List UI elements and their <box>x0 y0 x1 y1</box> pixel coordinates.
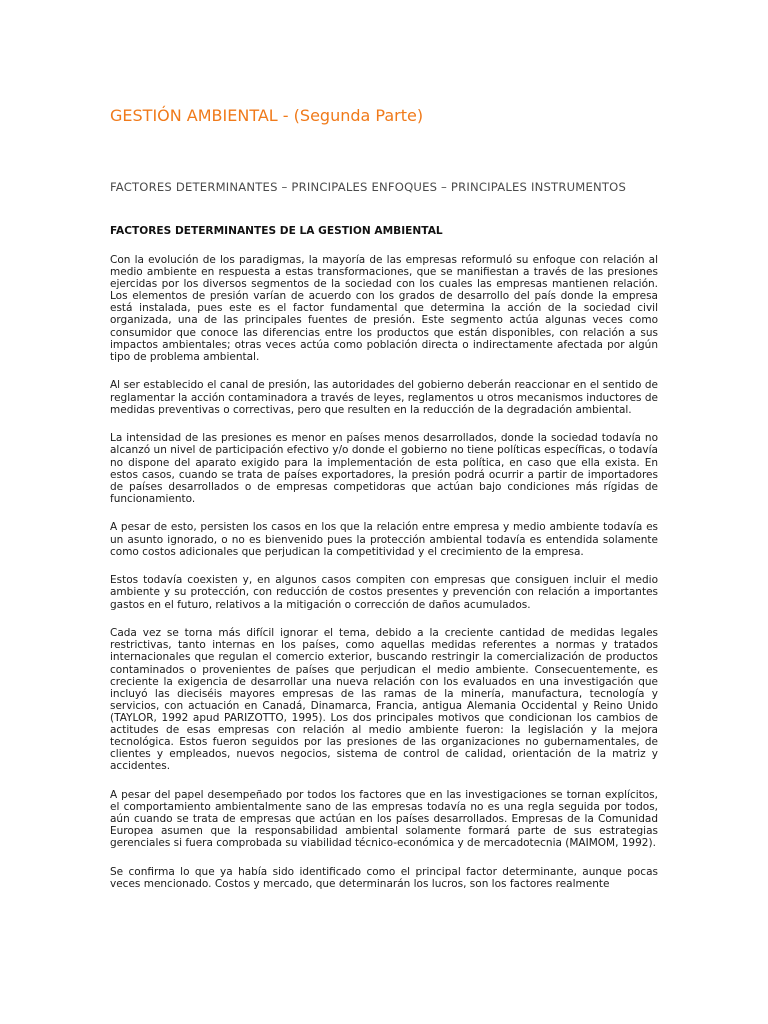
body-text <box>110 254 658 907</box>
paragraph-3: La intensidad de las presiones es menor en países menos desarrollados, donde la sociedad todavía no alcanzó un nivel de participación efectivo y/o donde el gobierno no tiene políticas específicas, o todavía no dispone del aparato exigido para la implementación de esta política, en caso que ella exista. En estos casos, cuando se trata de países exportadores, la presión podrá ocurrir a partir de importadores de países desarrollados o de empresas competidoras que actúan bajo condiciones más rígidas de funcionamiento. <box>110 432 658 505</box>
paragraph-6: Cada vez se torna más difícil ignorar el tema, debido a la creciente cantidad de medidas legales restrictivas, tanto internas en los países, como aquellas medidas referentes a normas y tratados internacionales que regulan el comercio exterior, buscando restringir la comercialización de productos contaminados o provenientes de países que perjudican el medio ambiente. Consecuentemente, es creciente la exigencia de desarrollar una nueva relación con los evaluados en una investigación que incluyó las dieciséis mayores empresas de las ramas de la minería, manufactura, tecnología y servicios, con actuación en Canadá, Dinamarca, Francia, antigua Alemania Occidental y Reino Unido (TAYLOR, 1992 apud PARIZOTTO, 1995). Los dos principales motivos que condicionan los cambios de actitudes de esas empresas con relación al medio ambiente fueron: la legislación y la mejora tecnológica. Estos fueron seguidos por las presiones de las organizaciones no gubernamentales, de clientes y empleados, nuevos negocios, sistema de control de calidad, orientación de la matriz y accidentes. <box>110 627 658 773</box>
document-title: GESTIÓN AMBIENTAL - (Segunda Parte) <box>110 106 424 125</box>
document-subtitle: FACTORES DETERMINANTES – PRINCIPALES ENFOQUES – PRINCIPALES INSTRUMENTOS <box>110 180 627 194</box>
section-heading: FACTORES DETERMINANTES DE LA GESTION AMBIENTAL <box>110 225 443 237</box>
paragraph-5: Estos todavía coexisten y, en algunos casos compiten con empresas que consiguen incluir el medio ambiente y su protección, con reducción de costos presentes y prevención con relación a importantes gastos en el futuro, relativos a la mitigación o corrección de daños acumulados. <box>110 574 658 611</box>
paragraph-8: Se confirma lo que ya había sido identificado como el principal factor determinante, aunque pocas veces mencionado. Costos y mercado, que determinarán los lucros, son los factores realmente <box>110 866 658 891</box>
paragraph-2: Al ser establecido el canal de presión, las autoridades del gobierno deberán reaccionar en el sentido de reglamentar la acción contaminadora a través de leyes, reglamentos u otros mecanismos inductores de medidas preventivas o correctivas, pero que resulten en la reducción de la degradación ambiental. <box>110 379 658 416</box>
paragraph-7: A pesar del papel desempeñado por todos los factores que en las investigaciones se tornan explícitos, el comportamiento ambientalmente sano de las empresas todavía no es una regla seguida por todos, aún cuando se trata de empresas que actúan en los países desarrollados. Empresas de la Comunidad Europea asumen que la responsabilidad ambiental solamente formará parte de sus estrategias gerenciales si fuera comprobada su viabilidad técnico-económica y de mercadotecnia (MAIMOM, 1992). <box>110 788 658 850</box>
paragraph-4: A pesar de esto, persisten los casos en los que la relación entre empresa y medio ambiente todavía es un asunto ignorado, o no es bienvenido pues la protección ambiental todavía es entendida solamente como costos adicionales que perjudican la competitividad y el crecimiento de la empresa. <box>110 521 658 558</box>
paragraph-1: Con la evolución de los paradigmas, la mayoría de las empresas reformuló su enfoque con relación al medio ambiente en respuesta a estas transformaciones, que se manifiestan a través de las presiones ejercidas por los diversos segmentos de la sociedad con los cuales las empresas mantienen relación. Los elementos de presión varían de acuerdo con los grados de desarrollo del país donde la empresa está instalada, pues este es el factor fundamental que determina la acción de la sociedad civil organizada, una de las principales fuentes de presión. Este segmento actúa algunas veces como consumidor que conoce las diferencias entre los productos que están disponibles, con relación a sus impactos ambientales; otras veces actúa como población directa o indirectamente afectada por algún tipo de problema ambiental. <box>110 254 658 363</box>
